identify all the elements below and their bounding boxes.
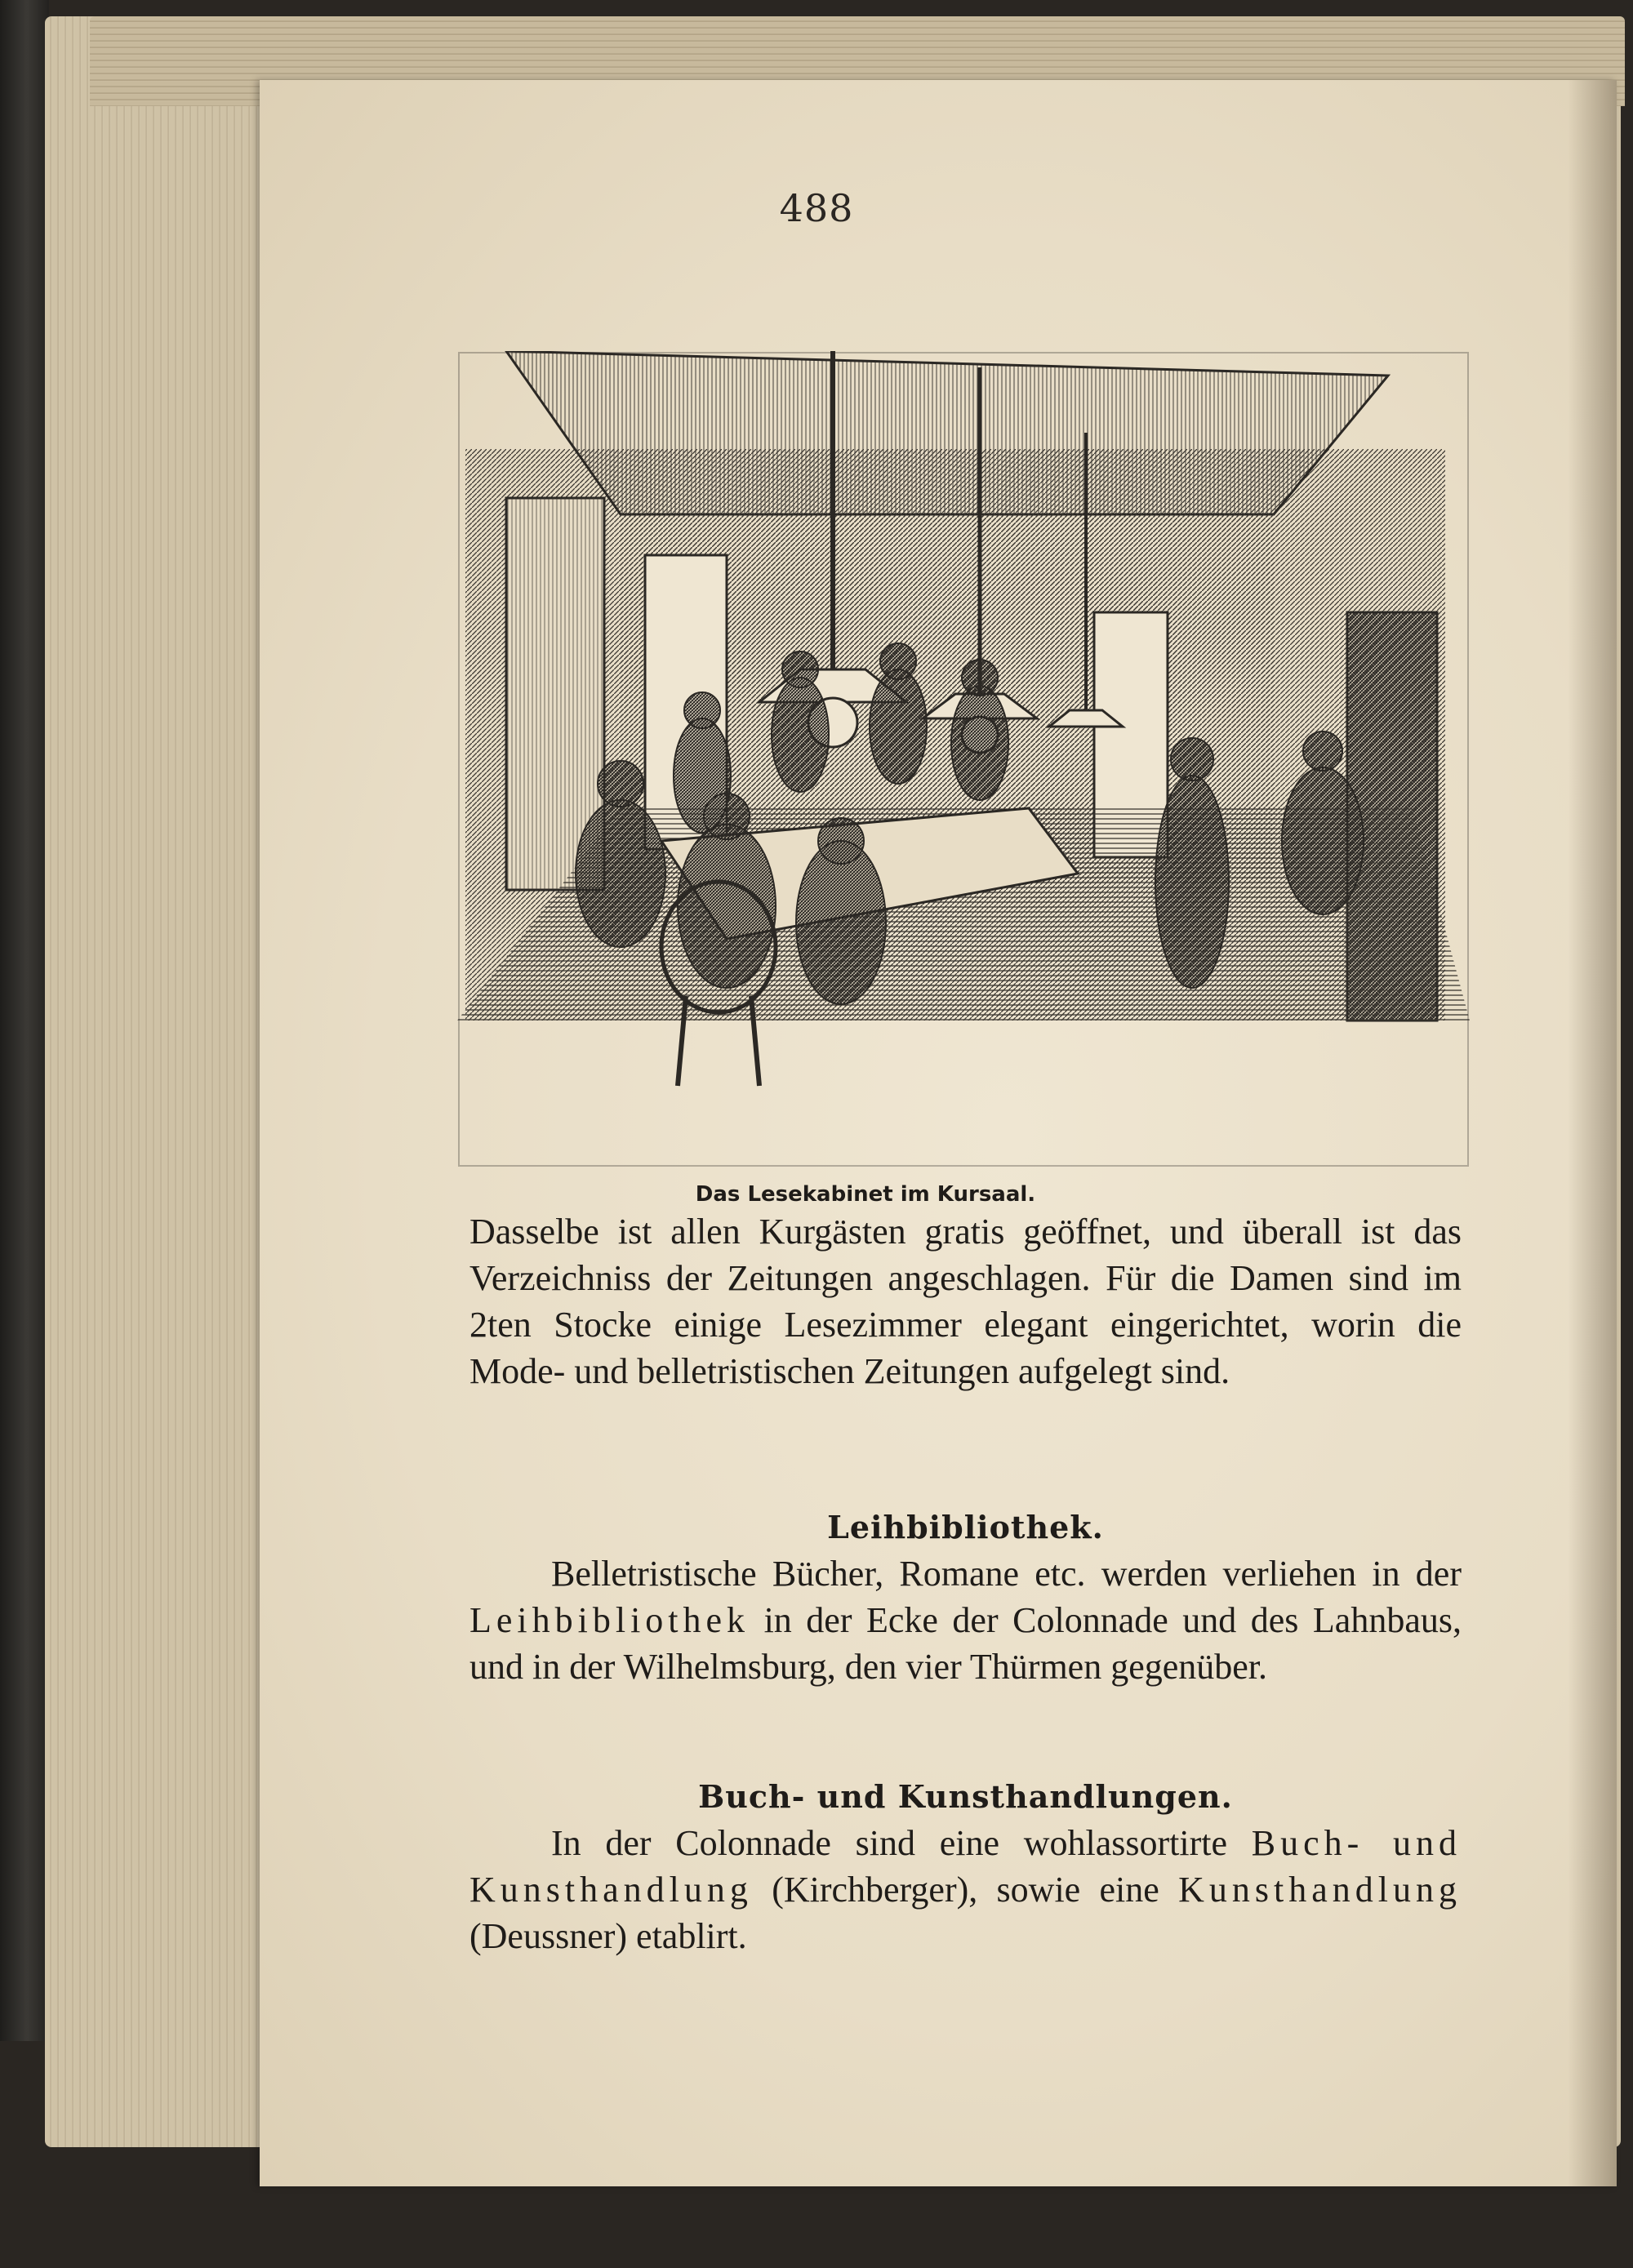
page-number: 488 bbox=[779, 186, 854, 230]
section-intro bbox=[469, 1208, 1462, 1394]
section-bookshops bbox=[469, 1770, 1462, 1959]
text-emphasis: Kunsthandlung bbox=[1178, 1870, 1462, 1910]
page-gutter-shadow bbox=[1568, 80, 1617, 2186]
text-run: in der Ecke der Colonnade und des Lahnbaus, und in der Wilhelmsburg, den vier Thürmen gegenüber. bbox=[469, 1600, 1462, 1687]
illustration-caption: Das Lesekabinet im Kursaal. bbox=[695, 1182, 1036, 1207]
text-run: In der Colonnade sind eine wohlassortirte bbox=[551, 1823, 1252, 1863]
book-cover-edge bbox=[0, 0, 49, 2041]
text-emphasis: Buch- und Kunsthandlung bbox=[469, 1823, 1462, 1910]
heading-bookshops: Buch- und Kunsthandlungen. bbox=[698, 1778, 1233, 1815]
paragraph-lending-library bbox=[469, 1550, 1462, 1690]
section-lending-library bbox=[469, 1501, 1462, 1690]
paragraph-bookshops bbox=[469, 1820, 1462, 1959]
text-run: Belletristische Bücher, Romane etc. werden verliehen in der bbox=[551, 1554, 1462, 1594]
text-run: (Kirchberger), sowie eine bbox=[752, 1870, 1179, 1910]
paragraph-reading-room: Dasselbe ist allen Kurgästen gratis geöffnet, und überall ist das Verzeichniss der Zeitungen angeschlagen. Für die Damen sind im 2ten Stocke einige Lesezimmer elegant eingerichtet, worin die Mode- und belletristischen Zeitungen aufgelegt sind. bbox=[469, 1212, 1462, 1391]
text-emphasis: Leihbibliothek bbox=[469, 1600, 750, 1640]
engraving-reading-room bbox=[457, 351, 1470, 1167]
heading-lending-library: Leihbibliothek. bbox=[827, 1509, 1104, 1545]
text-run: (Deussner) etablirt. bbox=[469, 1916, 747, 1956]
